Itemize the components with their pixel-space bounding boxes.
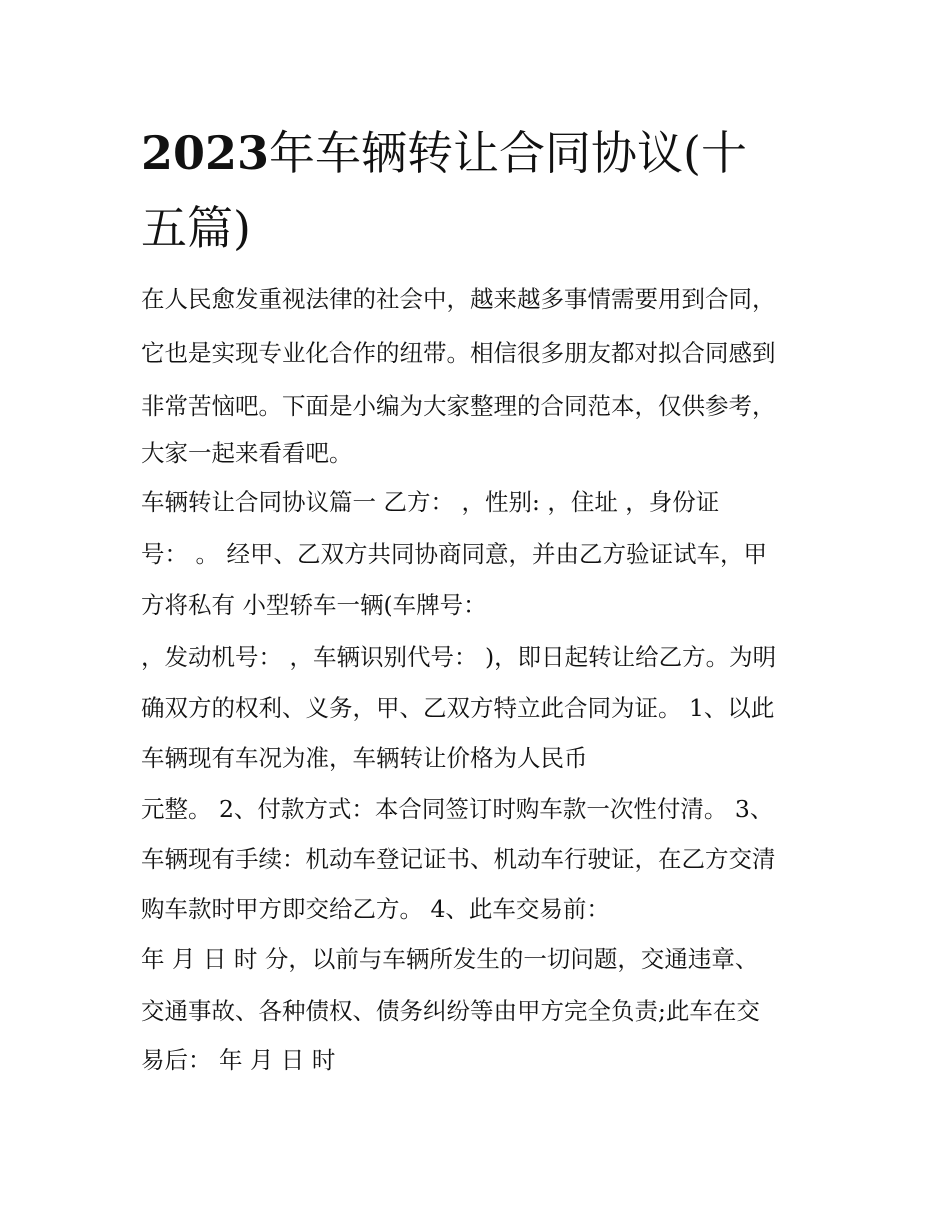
body-line: 大家一起来看看吧。 xyxy=(141,439,353,467)
body-line: 交通事故、各种债权、债务纠纷等由甲方完全负责;此车在交 xyxy=(141,997,760,1025)
document-title xyxy=(141,116,747,266)
body-line: 年 月 日 时 分，以前与车辆所发生的一切问题，交通违章、 xyxy=(141,945,759,973)
title-text: 年车辆转让合同协议(十 xyxy=(269,126,747,180)
body-line: 元整。 2、付款方式：本合同签订时购车款一次性付清。 3、 xyxy=(141,795,774,823)
body-line: 车辆现有车况为准，车辆转让价格为人民币 xyxy=(141,744,588,772)
body-line: 购车款时甲方即交给乙方。 4、此车交易前： xyxy=(141,895,610,923)
body-line: 在人民愈发重视法律的社会中，越来越多事情需要用到合同， xyxy=(141,285,776,313)
title-year: 2023 xyxy=(141,126,270,180)
body-line: 方将私有 小型轿车一辆(车牌号： xyxy=(141,591,487,619)
body-line: 车辆现有手续：机动车登记证书、机动车行驶证，在乙方交清 xyxy=(141,845,776,873)
body-line: 确双方的权利、义务，甲、乙双方特立此合同为证。 1、以此 xyxy=(141,694,775,722)
body-line: 号： 。 经甲、乙双方共同协商同意，并由乙方验证试车，甲 xyxy=(141,540,767,568)
body-line: 它也是实现专业化合作的纽带。相信很多朋友都对拟合同感到 xyxy=(141,339,776,367)
title-text-continued: 五篇) xyxy=(141,201,251,255)
body-line: 车辆转让合同协议篇一 乙方： ，性别: ，住址 ，身份证 xyxy=(141,488,720,516)
body-line: 非常苦恼吧。下面是小编为大家整理的合同范本，仅供参考， xyxy=(141,392,776,420)
body-line: 易后： 年 月 日 时 xyxy=(141,1046,336,1074)
body-line: ，发动机号： ，车辆识别代号： )，即日起转让给乙方。为明 xyxy=(141,643,777,671)
